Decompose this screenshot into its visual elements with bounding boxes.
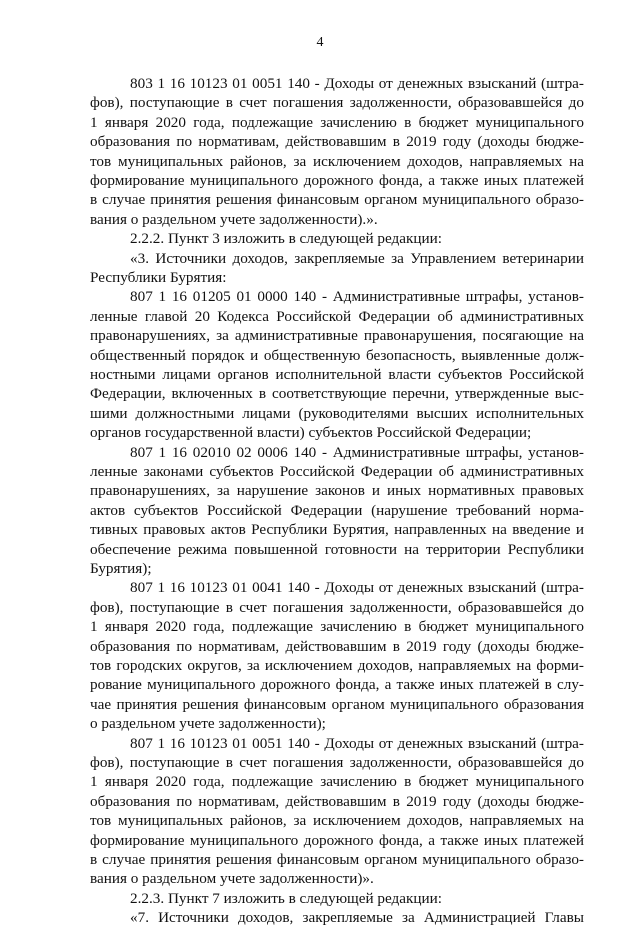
text-line: о раздельном учете задолженности); bbox=[90, 715, 326, 733]
text-line: чае принятия решения финансовым органом муниципального образования bbox=[90, 695, 584, 713]
text-line: образования по нормативам, действовавшим в 2019 году (доходы бюдже- bbox=[90, 792, 584, 810]
text-line: общественный порядок и общественную безопасность, выявленные долж- bbox=[90, 346, 584, 364]
text-line: фов), поступающие в счет погашения задолженности, образовавшейся до bbox=[90, 754, 584, 771]
text-line: вания о раздельном учете задолженности)». bbox=[90, 870, 374, 888]
text-line: 1 января 2020 года, подлежащие зачислению в бюджет муниципального bbox=[90, 773, 584, 791]
text-line: ленные главой 20 Кодекса Российской Федерации об административных bbox=[90, 307, 584, 325]
text-line: вания о раздельном учете задолженности).». bbox=[90, 210, 378, 228]
text-line: «7. Источники доходов, закрепляемые за Администрацией Главы bbox=[130, 909, 584, 927]
text-line: фов), поступающие в счет погашения задолженности, образовавшейся до bbox=[90, 94, 584, 112]
text-line: образования по нормативам, действовавшим в 2019 году (доходы бюдже- bbox=[90, 133, 584, 151]
text-line: «3. Источники доходов, закрепляемые за Управлением ветеринарии bbox=[130, 249, 584, 267]
text-line: ленные законами субъектов Российской Федерации об административных bbox=[90, 463, 584, 480]
text-line: правонарушениях, за административные правонарушения, посягающие на bbox=[90, 327, 584, 345]
text-line: формирование муниципального дорожного фонда, а также иных платежей bbox=[90, 172, 584, 189]
text-line: в случае принятия решения финансовым органом муниципального образо- bbox=[90, 851, 584, 868]
text-line: 803 1 16 10123 01 0051 140 - Доходы от денежных взысканий (штра- bbox=[130, 75, 584, 92]
text-line: 1 января 2020 года, подлежащие зачислению в бюджет муниципального bbox=[90, 618, 584, 636]
text-line: 807 1 16 01205 01 0000 140 - Административные штрафы, установ- bbox=[130, 288, 584, 306]
text-line: тов муниципальных районов, за исключением доходов, направляемых на bbox=[90, 812, 584, 830]
text-line: ностными лицами органов исполнительной власти субъектов Российской bbox=[90, 366, 584, 383]
text-line: Федерации, включенных в соответствующие перечни, утвержденные выс- bbox=[90, 385, 584, 403]
text-line: формирование муниципального дорожного фонда, а также иных платежей bbox=[90, 831, 584, 849]
page-number: 4 bbox=[316, 35, 324, 50]
text-line: 807 1 16 10123 01 0041 140 - Доходы от денежных взысканий (штра- bbox=[130, 579, 584, 597]
text-line: тов муниципальных районов, за исключением доходов, направляемых на bbox=[90, 152, 584, 170]
text-line: тов городских округов, за исключением доходов, направляемых на форми- bbox=[90, 657, 584, 674]
text-line: в случае принятия решения финансовым органом муниципального образо- bbox=[90, 191, 584, 209]
text-line: правонарушениях, за нарушение законов и иных нормативных правовых bbox=[90, 482, 584, 500]
text-line: 1 января 2020 года, подлежащие зачислению в бюджет муниципального bbox=[90, 113, 584, 131]
text-line: обеспечение режима повышенной готовности на территории Республики bbox=[90, 540, 584, 558]
text-line: фов), поступающие в счет погашения задолженности, образовавшейся до bbox=[90, 598, 584, 616]
text-line: 807 1 16 10123 01 0051 140 - Доходы от денежных взысканий (штра- bbox=[130, 734, 584, 752]
text-line: образования по нормативам, действовавшим в 2019 году (доходы бюдже- bbox=[90, 637, 584, 655]
text-line: Республики Бурятия: bbox=[90, 269, 227, 286]
text-line: органов государственной власти) субъектов Российской Федерации; bbox=[90, 424, 532, 442]
text-line: 807 1 16 02010 02 0006 140 - Административные штрафы, установ- bbox=[130, 443, 584, 461]
text-line: рование муниципального дорожного фонда, а также иных платежей в слу- bbox=[90, 676, 584, 694]
text-line: шими должностными лицами (руководителями высших исполнительных bbox=[90, 404, 584, 422]
text-line: 2.2.2. Пункт 3 изложить в следующей редакции: bbox=[130, 230, 443, 248]
text-line: тивных правовых актов Республики Бурятия, направленных на введение и bbox=[90, 521, 584, 539]
text-line: актов субъектов Российской Федерации (нарушение требований норма- bbox=[90, 501, 584, 519]
text-line: Бурятия); bbox=[90, 560, 152, 577]
text-line: 2.2.3. Пункт 7 изложить в следующей редакции: bbox=[130, 889, 443, 907]
